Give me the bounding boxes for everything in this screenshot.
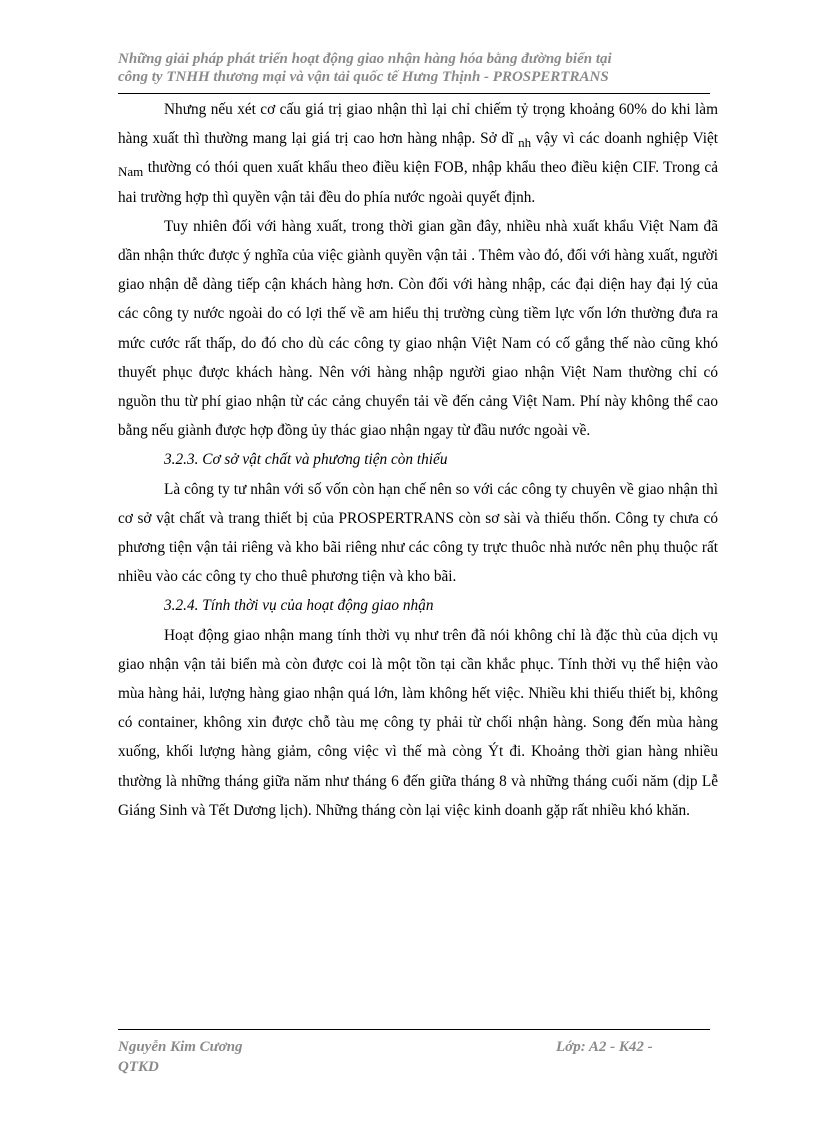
stray-text-nh: nh	[518, 135, 532, 151]
header-line-2: công ty TNHH thương mại và vận tải quốc tế Hưng Thịnh - PROSPERTRANS	[118, 69, 609, 85]
running-header	[118, 50, 710, 86]
section-heading-3-2-4: 3.2.4. Tính thời vụ của hoạt động giao nhận	[164, 597, 434, 615]
footer-author: Nguyễn Kim Cương	[118, 1039, 243, 1055]
paragraph-3: Là công ty tư nhân với số vốn còn hạn chế nên so với các công ty chuyên về giao nhận thì cơ sở vật chất và trang thiết bị của PROSPERTRANS còn sơ sài và thiếu thốn. Công ty chưa có phương tiện vận tải riêng và kho bãi riêng như các công ty trực thuôc nhà nước nên phụ thuộc rất nhiều vào các công ty cho thuê phương tiện và kho bãi.	[118, 480, 718, 586]
footer-class: Lớp: A2 - K42 -	[556, 1039, 653, 1055]
section-heading-3-2-3: 3.2.3. Cơ sở vật chất và phương tiện còn thiếu	[164, 451, 448, 469]
footer-divider	[118, 1029, 710, 1030]
header-line-1: Những giải pháp phát triển hoạt động giao nhận hàng hóa bằng đường biển tại	[118, 51, 612, 67]
paragraph-2: Tuy nhiên đối với hàng xuất, trong thời gian gần đây, nhiều nhà xuất khẩu Việt Nam đã dần nhận thức được ý nghĩa của việc giành quyền vận tải . Thêm vào đó, đối với hàng xuất, người giao nhận dễ dàng tiếp cận khách hàng hơn. Còn đối với hàng nhập, các đại diện hay đại lý của các công ty nước ngoài do có lợi thế về am hiểu thị trường cùng tiềm lực vốn lớn thường đưa ra mức cước rất thấp, do đó cho dù các công ty giao nhận Việt Nam có cố gắng thế nào cũng khó thuyết phục được khách hàng. Nên với hàng nhập người giao nhận Việt Nam thường chỉ có nguồn thu từ phí giao nhận từ các cảng chuyển tải về đến cảng Việt Nam. Phí này không thể cao bằng nếu giành được hợp đồng ủy thác giao nhận ngay từ đầu nước ngoài về.	[118, 217, 718, 440]
footer-dept: QTKD	[118, 1059, 159, 1075]
paragraph-4: Hoạt động giao nhận mang tính thời vụ như trên đã nói không chỉ là đặc thù của dịch vụ giao nhận vận tải biển mà còn được coi là một tồn tại cần khắc phục. Tính thời vụ thể hiện vào mùa hàng hải, lượng hàng giao nhận quá lớn, làm không hết việc. Nhiều khi thiếu thiết bị, không có container, không xin được chỗ tàu mẹ công ty phải từ chối nhận hàng. Song đến mùa hàng xuống, khối lượng hàng giảm, công việc vì thế mà còng Ýt đi. Khoảng thời gian hàng nhiều thường là những tháng giữa năm như tháng 6 đến giữa tháng 8 và những tháng cuối năm (dịp Lễ Giáng Sinh và Tết Dương lịch). Những tháng còn lại việc kinh doanh gặp rất nhiều khó khăn.	[118, 626, 718, 819]
paragraph-1: Nhưng nếu xét cơ cấu giá trị giao nhận thì lại chỉ chiếm tỷ trọng khoảng 60% do khi làm hàng xuất thì thường mang lại giá trị cao hơn hàng nhập. Sở dĩ $_{nh}$ vậy vì các doanh nghiệp Việt $_{Nam}$ thường có thói quen xuất khẩu theo điều kiện FOB, nhập khẩu theo điều kiện CIF. Trong cả hai trường hợp thì quyền vận tải đều do phía nước ngoài quyết định.	[118, 101, 718, 206]
header-divider	[118, 93, 710, 94]
footer-author-block	[118, 1037, 243, 1077]
body-text	[118, 95, 718, 825]
stray-text-nam: Nam	[118, 164, 144, 180]
